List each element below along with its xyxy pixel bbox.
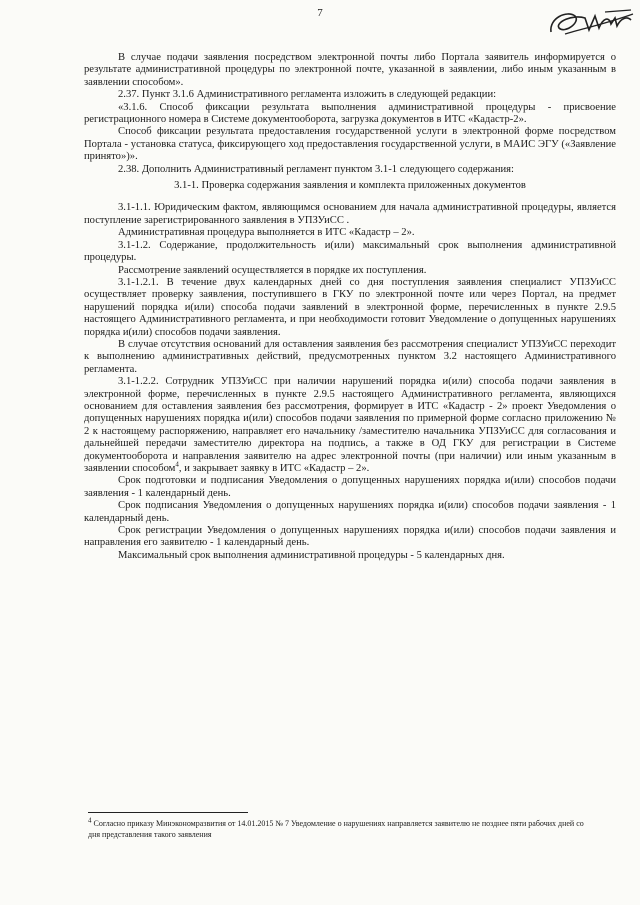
paragraph-text: Максимальный срок выполнения административной процедуры - 5 календарных дня. — [118, 549, 505, 561]
paragraph — [84, 126, 616, 163]
paragraph-text: 3.1-1.2.2. Сотрудник УПЗУиСС при наличии нарушений порядка и(или) способа подачи заявления в электронной форме, перечисленных в пункте 2.9.5 настоящего Административного регламента, являющихся основанием для оставления заявления без рассмотрения, формирует в ИТС «Кадастр - 2» проект Уведомления о допущенных нарушениях порядка и(или) способов подачи заявления по примерной форме согласно приложению № 2 к настоящему распоряжению, направляет его начальнику /заместителю начальника УПЗУиСС для согласования и дальнейшей передачи заместителю директора на подпись, а также в ОД ГКУ для регистрации в Системе документооборота и направления заявителю на адрес электронной почты (при наличии) или иным указанным в заявлении способом — [84, 376, 616, 474]
paragraph-text: 2.38. Дополнить Административный регламент пунктом 3.1-1 следующего содержания: — [118, 163, 515, 175]
paragraph-text-tail: , и закрывает заявку в ИТС «Кадастр – 2». — [178, 463, 370, 474]
paragraph — [84, 277, 616, 339]
paragraph-text: Способ фиксации результата предоставления государственной услуги в электронной форме посредством Портала - установка статуса, фиксирующего ход предоставления государственной услуги, в МАИС ЭГУ («Заявление принято»)». — [84, 126, 616, 163]
paragraph — [84, 52, 616, 89]
section-heading — [104, 180, 596, 192]
paragraph-text: 3.1-1. Проверка содержания заявления и комплекта приложенных документов — [174, 180, 526, 192]
paragraph — [84, 89, 616, 101]
footnote-reference: 4 — [175, 460, 179, 469]
paragraph-text: Срок подготовки и подписания Уведомления о допущенных нарушениях порядка и(или) способов подачи заявления - 1 календарный день. — [84, 475, 616, 499]
handwritten-signature — [545, 4, 635, 44]
footnote — [88, 818, 588, 840]
paragraph — [84, 500, 616, 525]
paragraph-text: Административная процедура выполняется в ИТС «Кадастр – 2». — [118, 227, 415, 239]
paragraph-text: 3.1-1.1. Юридическим фактом, являющимся основанием для начала административной процедуры, является поступление зарегистрированного заявления в УПЗУиСС . — [84, 202, 616, 226]
paragraph-text: Рассмотрение заявлений осуществляется в порядке их поступления. — [118, 264, 427, 276]
paragraph-text: «3.1.6. Способ фиксации результата выполнения административной процедуры - присвоение регистрационного номера в Системе документооборота, загрузка документов в ИТС «Кадастр-2». — [84, 101, 616, 126]
paragraph — [84, 550, 616, 562]
paragraph — [84, 376, 616, 475]
paragraph — [84, 102, 616, 127]
paragraph — [84, 227, 616, 239]
paragraph-text: В случае подачи заявления посредством электронной почты либо Портала заявитель информируется о результате административной процедуры по электронной почте, указанной в заявлении, либо иным указанным в заявлении способом». — [84, 52, 616, 88]
document-body — [84, 52, 616, 562]
page-number: 7 — [317, 7, 323, 19]
paragraph — [84, 475, 616, 500]
paragraph — [84, 265, 616, 277]
paragraph — [84, 240, 616, 265]
paragraph — [84, 339, 616, 376]
paragraph-text: Срок регистрации Уведомления о допущенных нарушениях порядка и(или) способов подачи заявления и направления его заявителю - 1 календарный день. — [84, 525, 616, 549]
paragraph — [84, 164, 616, 176]
footnote-mark: 4 — [88, 816, 92, 825]
paragraph — [84, 525, 616, 550]
paragraph-text: Срок подписания Уведомления о допущенных нарушениях порядка и(или) способов подачи заявления - 1 календарный день. — [84, 500, 616, 524]
paragraph-text: В случае отсутствия оснований для оставления заявления без рассмотрения специалист УПЗУиСС переходит к выполнению административных действий, предусмотренных пунктом 3.2 настоящего Административного регламента. — [84, 338, 616, 375]
paragraph-text: 3.1-1.2.1. В течение двух календарных дней со дня поступления заявления специалист УПЗУиСС осуществляет проверку заявления, поступившего в ГКУ по электронной почте или через Портал, на предмет нарушений порядка и(или) способа подачи заявлений в электронной форме, перечисленных в пункте 2.9.5 настоящего Административного регламента, и при необходимости готовит Уведомление о допущенных нарушениях порядка и(или) способов подачи заявления. — [84, 276, 616, 338]
paragraph-text: 3.1-1.2. Содержание, продолжительность и(или) максимальный срок выполнения административной процедуры. — [84, 239, 616, 264]
footnote-text: Согласно приказу Минэкономразвития от 14.01.2015 № 7 Уведомление о нарушениях направляется заявителю не позднее пяти рабочих дней со дня представления такого заявления — [88, 819, 584, 839]
footnote-divider — [88, 812, 248, 813]
paragraph-text: 2.37. Пункт 3.1.6 Административного регламента изложить в следующей редакции: — [118, 89, 497, 101]
paragraph — [84, 202, 616, 227]
